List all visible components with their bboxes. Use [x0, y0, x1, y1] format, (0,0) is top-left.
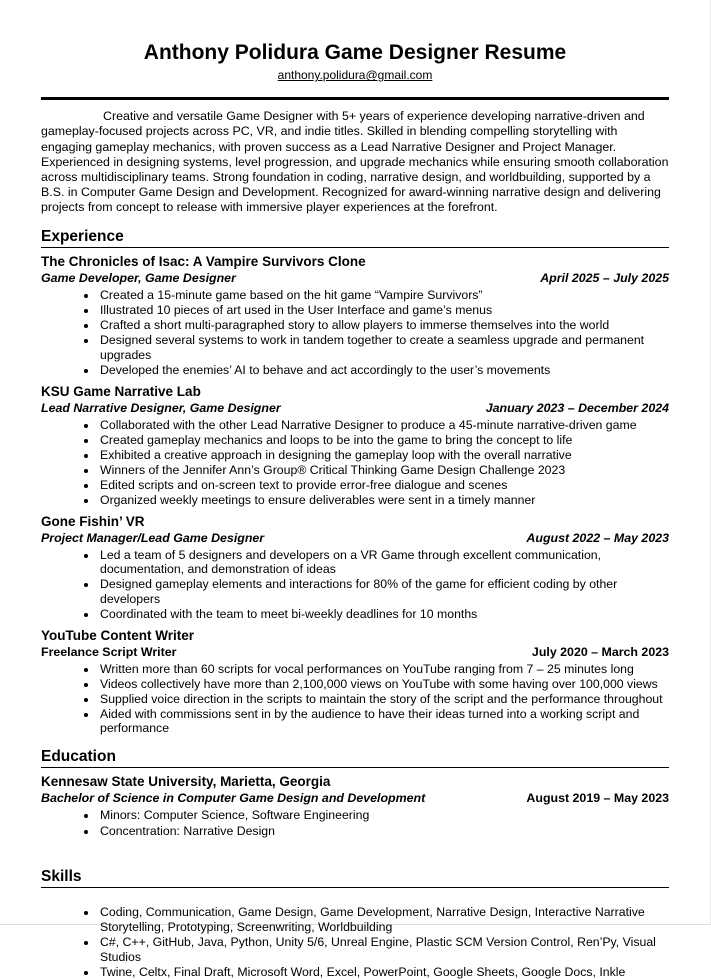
education-heading: Education: [41, 747, 669, 768]
job-dates: January 2023 – December 2024: [485, 400, 669, 415]
bullet-item: • Collaborated with the other Lead Narrative Designer to produce a 45-minute narrative-driven game: [98, 418, 669, 433]
bullet-item: • Organized weekly meetings to ensure deliverables were sent in a timely manner: [98, 493, 669, 508]
experience-section: [41, 227, 669, 736]
job-bullet-list: [41, 662, 669, 736]
job-role: Lead Narrative Designer, Game Designer: [41, 400, 281, 415]
bullet-item: • Coordinated with the team to meet bi-weekly deadlines for 10 months: [98, 607, 669, 622]
bullet-item: • Edited scripts and on-screen text to provide error-free dialogue and scenes: [98, 478, 669, 493]
job-role-line: [41, 271, 669, 286]
job-entry-gone-fishin-vr: [41, 513, 669, 622]
bullet-item: • Twine, Celtx, Final Draft, Microsoft Word, Excel, PowerPoint, Google Sheets, Google Docs, Inkle: [98, 965, 669, 979]
skills-heading: Skills: [41, 867, 669, 888]
job-dates: August 2022 – May 2023: [526, 530, 669, 545]
education-dates: August 2019 – May 2023: [526, 791, 669, 806]
school-name: Kennesaw State University, Marietta, Georgia: [41, 774, 331, 790]
email-line: [41, 68, 669, 82]
bullet-item: • Videos collectively have more than 2,100,000 views on YouTube with some having over 100,000 views: [98, 677, 669, 692]
experience-heading: Experience: [41, 227, 669, 248]
job-title: The Chronicles of Isac: A Vampire Survivors Clone: [41, 253, 366, 269]
summary-paragraph: Creative and versatile Game Designer with 5+ years of experience developing narrative-driven and gameplay-focused projects across PC, VR, and indie titles. Skilled in blending compelling storytelling with engaging gameplay mechanics, with proven success as a Lead Narrative Designer and Project Manager. Experienced in designing systems, level progression, and upgrade mechanics while ensuring smooth collaboration across multidisciplinary teams. Strong foundation in coding, narrative design, and worldbuilding, supported by a B.S. in Computer Game Design and Development. Recognized for award-winning narrative design and delivering projects from concept to release with immersive player experiences at the forefront.: [41, 109, 669, 215]
job-title: Gone Fishin’ VR: [41, 513, 145, 529]
degree-name: Bachelor of Science in Computer Game Design and Development: [41, 791, 426, 806]
education-section: [41, 747, 669, 838]
job-role-line: [41, 531, 669, 546]
job-bullet-list: [41, 548, 669, 622]
job-bullet-list: [41, 418, 669, 508]
header-divider: [41, 97, 669, 100]
job-role: Freelance Script Writer: [41, 644, 177, 659]
bullet-item: • Crafted a short multi-paragraphed story to allow players to immerse themselves into the world: [98, 318, 669, 333]
job-entry-youtube-content-writer: [41, 627, 669, 736]
job-dates: July 2020 – March 2023: [531, 644, 669, 659]
bullet-item: • Written more than 60 scripts for vocal performances on YouTube ranging from 7 – 25 minutes long: [98, 662, 669, 677]
job-title: KSU Game Narrative Lab: [41, 383, 201, 399]
bullet-item: • Illustrated 10 pieces of art used in the User Interface and game’s menus: [98, 303, 669, 318]
bullet-item: • Aided with commissions sent in by the audience to have their ideas turned into a working script and performance: [98, 707, 669, 736]
job-role: Game Developer, Game Designer: [41, 270, 236, 285]
bullet-item: • Supplied voice direction in the scripts to maintain the story of the script and the performance throughout: [98, 692, 669, 707]
education-bullet-list: [41, 808, 669, 838]
page-title: Anthony Polidura Game Designer Resume: [143, 41, 567, 64]
job-role: Project Manager/Lead Game Designer: [41, 530, 265, 545]
degree-line: [41, 791, 669, 806]
bullet-item: • Designed gameplay elements and interactions for 80% of the game for efficient coding by other developers: [98, 577, 669, 606]
job-title: YouTube Content Writer: [41, 627, 194, 643]
bullet-item: • C#, C++, GitHub, Java, Python, Unity 5/6, Unreal Engine, Plastic SCM Version Control, Ren’Py, Visual Studios: [98, 935, 669, 964]
bullet-item: • Designed several systems to work in tandem together to create a seamless upgrade and permanent upgrades: [98, 333, 669, 362]
email-link[interactable]: anthony.polidura@gmail.com: [277, 68, 433, 83]
job-role-line: [41, 401, 669, 416]
skills-bullet-list: [41, 905, 669, 979]
bullet-item: • Minors: Computer Science, Software Engineering: [98, 808, 669, 823]
job-entry-chronicles-of-isac: [41, 253, 669, 378]
bullet-item: • Concentration: Narrative Design: [98, 824, 669, 839]
bullet-item: • Led a team of 5 designers and developers on a VR Game through excellent communication, documentation, and demonstration of ideas: [98, 548, 669, 577]
job-bullet-list: [41, 288, 669, 378]
bullet-item: • Coding, Communication, Game Design, Game Development, Narrative Design, Interactive Narrative Storytelling, Prototyping, Screenwriting, Worldbuilding: [98, 905, 669, 934]
bullet-item: • Developed the enemies’ AI to behave and act accordingly to the user’s movements: [98, 363, 669, 378]
bullet-item: • Winners of the Jennifer Ann’s Group® Critical Thinking Game Design Challenge 2023: [98, 463, 669, 478]
bullet-item: • Created gameplay mechanics and loops to be into the game to bring the concept to life: [98, 433, 669, 448]
job-dates: April 2025 – July 2025: [540, 270, 669, 285]
skills-section: [41, 867, 669, 979]
bullet-item: • Exhibited a creative approach in designing the gameplay loop with the overall narrative: [98, 448, 669, 463]
bullet-item: • Created a 15-minute game based on the hit game “Vampire Survivors”: [98, 288, 669, 303]
job-role-line: [41, 645, 669, 660]
job-entry-ksu-game-narrative-lab: [41, 383, 669, 508]
